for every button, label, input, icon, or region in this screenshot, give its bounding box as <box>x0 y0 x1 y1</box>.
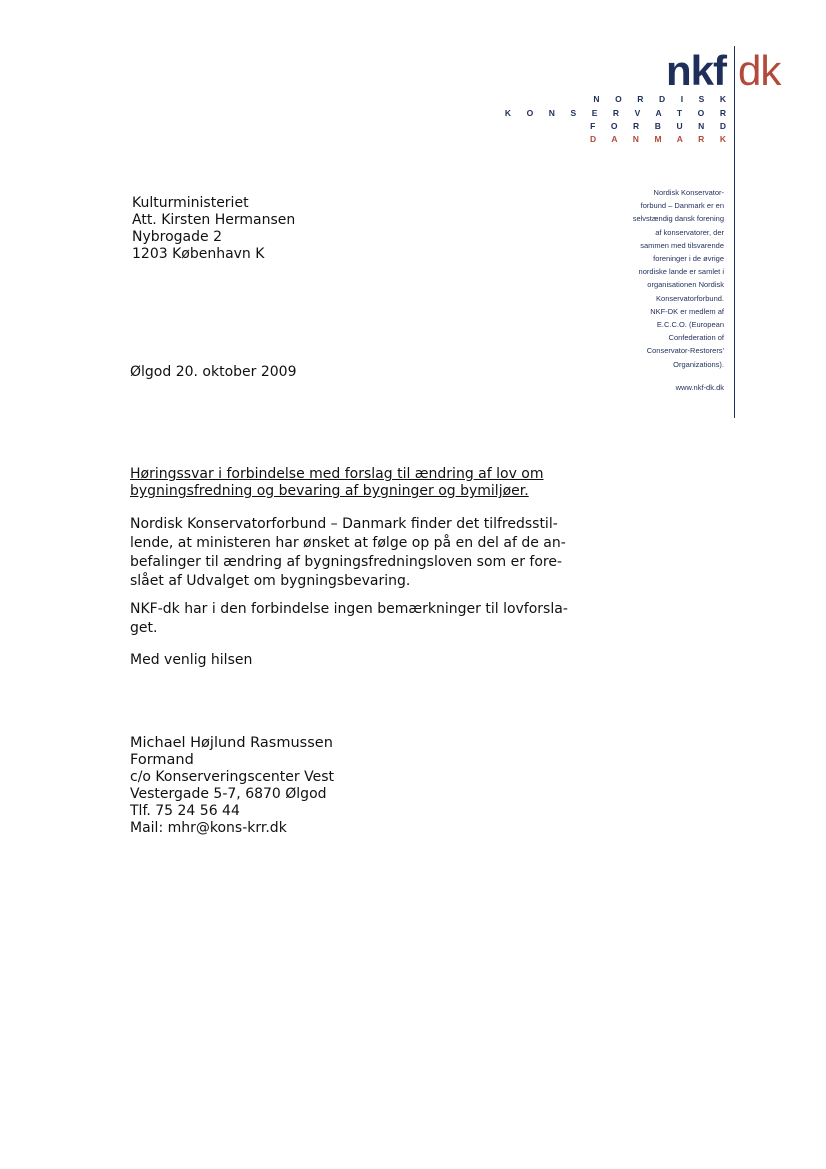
recipient-address <box>132 195 295 263</box>
logo-nkf: nkf <box>666 47 726 94</box>
sidebar-line: Organizations). <box>673 359 724 369</box>
paragraph-line: lende, at ministeren har ønsket at følge op på en del af de an- <box>130 535 566 551</box>
signer-title: Formand <box>130 752 194 768</box>
sidebar-line: E.C.C.O. (European <box>656 320 724 330</box>
sidebar-line: organisationen Nordisk <box>647 280 724 290</box>
recipient-line: Kulturministeriet <box>132 195 249 211</box>
letter-subject <box>130 466 544 500</box>
signer-email[interactable]: Mail: mhr@kons-krr.dk <box>130 820 287 836</box>
sidebar-line: selvstændig dansk forening <box>632 214 724 224</box>
sidebar-line: NKF-DK er medlem af <box>650 306 724 316</box>
signer-phone: Tlf. 75 24 56 44 <box>130 803 240 819</box>
sidebar-line: foreninger i de øvrige <box>653 254 724 264</box>
website-link[interactable]: www.nkf-dk.dk <box>675 383 724 392</box>
body-paragraph-1 <box>130 515 566 591</box>
logo-line-nordisk: N O R D I S K <box>593 94 733 104</box>
logo-divider <box>734 46 735 418</box>
sidebar-line: Nordisk Konservator- <box>653 188 724 197</box>
signer-address-line: Vestergade 5-7, 6870 Ølgod <box>130 786 327 802</box>
body-paragraph-2 <box>130 600 568 638</box>
recipient-line: Att. Kirsten Hermansen <box>132 212 296 228</box>
paragraph-line: NKF-dk har i den forbindelse ingen bemærkninger til lovforsla- <box>130 601 568 617</box>
sidebar-line: Confederation of <box>668 333 724 343</box>
subject-line: bygningsfredning og bevaring af bygninger og bymiljøer. <box>130 483 529 499</box>
signer-address-line: c/o Konserveringscenter Vest <box>130 769 334 785</box>
paragraph-line: Nordisk Konservatorforbund – Danmark finder det tilfredsstil- <box>130 516 558 532</box>
paragraph-line: befalinger til ændring af bygningsfredningsloven som er fore- <box>130 554 563 570</box>
logo-line-danmark: D A N M A R K <box>589 134 733 144</box>
paragraph-line: get. <box>130 620 158 636</box>
closing-greeting: Med venlig hilsen <box>130 652 253 668</box>
signer-name: Michael Højlund Rasmussen <box>130 735 333 751</box>
sidebar-line: Konservatorforbund. <box>656 293 724 303</box>
letter-date: Ølgod 20. oktober 2009 <box>130 364 297 380</box>
sidebar-line: af konservatorer, der <box>655 227 724 237</box>
paragraph-line: slået af Udvalget om bygningsbevaring. <box>130 573 411 589</box>
recipient-line: Nybrogade 2 <box>132 229 222 245</box>
recipient-line: 1203 København K <box>132 246 265 262</box>
logo-line-forbund: F O R B U N D <box>590 121 733 131</box>
sidebar-line: forbund – Danmark er en <box>640 201 724 211</box>
subject-line: Høringssvar i forbindelse med forslag til ændring af lov om <box>130 466 544 482</box>
logo-line-konservator: K O N S E R V A T O R <box>504 108 733 118</box>
sidebar-line: nordiske lande er samlet i <box>638 267 724 277</box>
signature-block <box>130 735 334 837</box>
logo-dk: dk <box>738 47 781 94</box>
organization-description <box>590 186 724 371</box>
sidebar-line: Conservator-Restorers' <box>646 346 724 356</box>
sidebar-line: sammen med tilsvarende <box>640 240 724 250</box>
